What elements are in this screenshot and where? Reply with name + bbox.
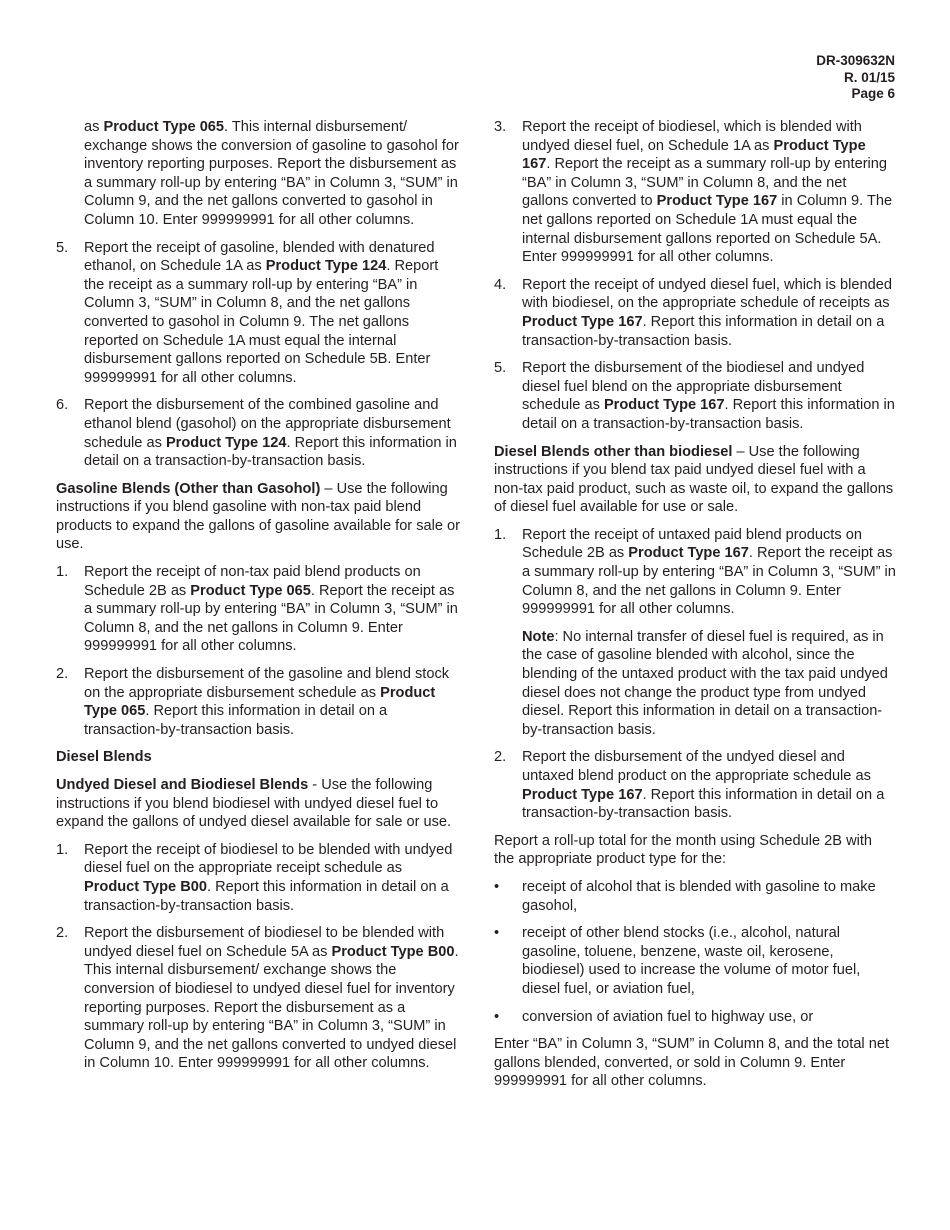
page-number: Page 6 [851, 86, 895, 101]
item-number: 1. [56, 564, 69, 581]
list-item: 6. Report the disbursement of the combined gasoline and ethanol blend (gasohol) on the appropriate disbursement schedule as Product Type 124. Report this information in detail on a transaction-by-transaction basis. [56, 397, 457, 470]
item-number: 2. [56, 925, 69, 942]
gasoline-blends-intro: Gasoline Blends (Other than Gasohol) – Use the following instructions if you blend gasoline with non-tax paid blend products to expand the gallons of gasoline available for sale or use. [56, 480, 461, 553]
list-item: 1. Report the receipt of non-tax paid blend products on Schedule 2B as Product Type 065. Report the receipt as a summary roll-up by entering “BA” in Column 3, “SUM” in Column 8, and the net gallons in Column 9. Enter 999999991 for all other columns. [56, 564, 458, 655]
item-number: 5. [56, 239, 69, 256]
section-heading: Undyed Diesel and Biodiesel Blends [56, 777, 309, 793]
rollup-intro: Report a roll-up total for the month using Schedule 2B with the appropriate product type for the: [494, 832, 873, 868]
item-number: 1. [56, 841, 69, 858]
list-item: 5. Report the disbursement of the biodiesel and undyed diesel fuel blend on the appropriate disbursement schedule as Product Type 167. Report this information in detail on a transaction-by-transaction basis. [494, 360, 895, 432]
item-number: 6. [56, 397, 69, 414]
undyed-diesel-intro: Undyed Diesel and Biodiesel Blends - Use the following instructions if you blend biodiesel with undyed diesel fuel to expand the gallons of undyed diesel available for sale or use. [56, 777, 452, 831]
form-revision: R. 01/15 [843, 69, 895, 85]
item-number: 2. [494, 749, 507, 766]
section-heading: Gasoline Blends (Other than Gasohol) [56, 480, 321, 497]
item-number: 5. [494, 360, 507, 377]
bullet-item: • conversion of aviation fuel to highway use, or [494, 1008, 814, 1025]
bullet-icon: • [494, 878, 500, 895]
list-item: 1. Report the receipt of biodiesel to be blended with undyed diesel fuel on the appropriate receipt schedule as Product Type B00. Report this information in detail on a transaction-by-transaction basis. [56, 841, 453, 914]
list-item: 5. Report the receipt of gasoline, blended with denatured ethanol, on Schedule 1A as Product Type 124. Report the receipt as a summary roll-up by entering “BA” in Column 3, “SUM” in Column 8, and the net gallons converted to gasohol in Column 9. The net gallons reported on Schedule 1A must equal the internal disbursement gallons reported on Schedule 5B. Enter 999999991 for all other columns. [56, 239, 439, 386]
list-item: 2. Report the disbursement of the gasoline and blend stock on the appropriate disbursement schedule as Product Type 065. Report this information in detail on a transaction-by-transaction basis. [56, 666, 450, 738]
form-number: DR-309632N [816, 53, 895, 68]
list-item: 2. Report the disbursement of the undyed diesel and untaxed blend product on the appropriate schedule as Product Type 167. Report this information in detail on a transaction-by-transaction basis. [494, 749, 885, 822]
list-item: 2. Report the disbursement of biodiesel to be blended with undyed diesel fuel on Schedule 5A as Product Type B00. This internal disbursement/ exchange shows the conversion of biodiesel to undyed diesel fuel for inventory reporting purposes. Report the disbursement as a summary roll-up by entering “BA” in Column 3, “SUM” in Column 9, and the net gallons converted to undyed diesel in Column 10. Enter 999999991 for all other columns. [56, 925, 459, 1072]
other-diesel-intro: Diesel Blends other than biodiesel – Use the following instructions if you blend tax paid undyed diesel fuel with a non-tax paid product, such as waste oil, to expand the gallons of diesel fuel available for use or sale. [494, 443, 894, 516]
bullet-icon: • [494, 925, 500, 942]
closing-paragraph: Enter “BA” in Column 3, “SUM” in Column 8, and the total net gallons blended, converted, or sold in Column 9. Enter 999999991 for all other columns. [494, 1036, 890, 1090]
bullet-item: • receipt of other blend stocks (i.e., alcohol, natural gasoline, toluene, benzene, waste oil, kerosene, biodiesel) used to increase the volume of motor fuel, diesel fuel, or aviation fuel, [494, 925, 861, 997]
continued-paragraph: as Product Type 065. This internal disbursement/ exchange shows the conversion of gasoline to gasohol for inventory reporting purposes. Report the disbursement as a summary roll-up by entering “BA” in Column 3, “SUM” in Column 9, and the net gallons converted to gasohol in Column 10. Enter 999999991 for all other columns. [84, 119, 459, 228]
item-number: 2. [56, 666, 69, 683]
list-item: 1. Report the receipt of untaxed paid blend products on Schedule 2B as Product Type 167. Report the receipt as a summary roll-up by entering “BA” in Column 3, “SUM” in Column 8, and the net gallons in Column 9. Enter 999999991 for all other columns. [494, 526, 896, 618]
bullet-icon: • [494, 1008, 500, 1025]
list-item: 3. Report the receipt of biodiesel, which is blended with undyed diesel fuel, on Schedule 1A as Product Type 167. Report the receipt as a summary roll-up by entering “BA” in Column 3, “SUM” in Column 8, and the net gallons converted to Product Type 167 in Column 9. The net gallons reported on Schedule 1A must equal the internal disbursement gallons reported on Schedule 5A. Enter 999999991 for all other columns. [494, 119, 893, 266]
note-paragraph: Note: No internal transfer of diesel fuel is required, as in the case of gasoline blended with alcohol, since the blending of the untaxed product with the tax paid undyed diesel does not change the product type from undyed diesel. Report this information in detail on a transaction-by-transaction basis. [522, 628, 888, 738]
bullet-item: • receipt of alcohol that is blended with gasoline to make gasohol, [494, 878, 876, 914]
item-number: 3. [494, 119, 507, 135]
left-column [56, 118, 461, 1082]
right-column [494, 118, 896, 1100]
list-item: 4. Report the receipt of undyed diesel fuel, which is blended with biodiesel, on the appropriate schedule of receipts as Product Type 167. Report this information in detail on a transaction-by-transaction basis. [494, 276, 892, 349]
form-header [816, 53, 895, 103]
section-heading: Diesel Blends other than biodiesel [494, 443, 733, 460]
item-number: 4. [494, 276, 507, 293]
diesel-blends-heading: Diesel Blends [56, 749, 152, 766]
item-number: 1. [494, 526, 507, 543]
note-label: Note [522, 628, 555, 645]
